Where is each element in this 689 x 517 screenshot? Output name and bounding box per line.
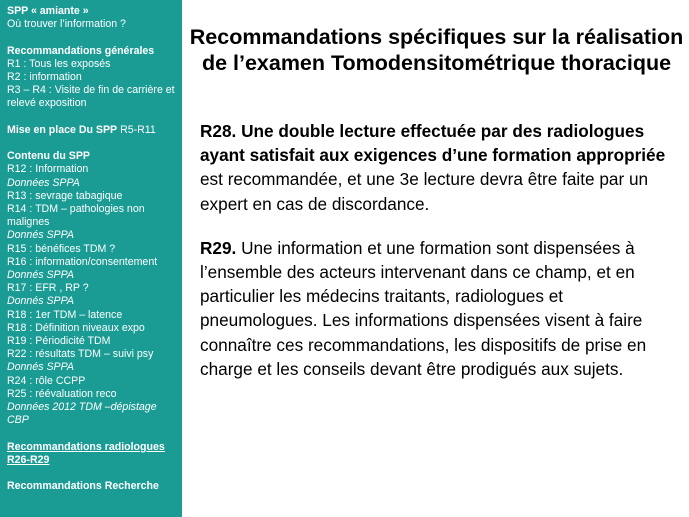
sidebar-spacer (7, 427, 178, 440)
sidebar-spacer (7, 111, 178, 124)
sidebar-item[interactable]: R15 : bénéfices TDM ? (7, 242, 116, 255)
sidebar-item[interactable]: Donnés SPPA (7, 295, 74, 308)
sidebar-item[interactable]: Données SPPA (7, 176, 80, 189)
sidebar-spacer (7, 467, 178, 480)
sidebar-item[interactable]: Donnés SPPA (7, 269, 74, 282)
sidebar-heading: SPP « amiante » (7, 5, 89, 17)
sidebar-item[interactable]: Donnés SPPA (7, 229, 74, 242)
sidebar-heading: Contenu du SPP (7, 150, 90, 163)
sidebar-spacer (7, 137, 178, 150)
sidebar-item[interactable]: R14 : TDM – pathologies non malignes (7, 203, 145, 229)
r29-text: Une information et une formation sont dispensées à l’ensemble des acteurs intervenant dans ce champ, et en particulier les médecins traitants, radiologues et pneumologues. Les informations dispensées visent à faire connaître ces recommandations, les dispositifs de prise en charge et les conseils devant être prodigués aux sujets. (200, 237, 647, 379)
sidebar-item[interactable]: Où trouver l’information ? (7, 18, 126, 31)
slide-title: Recommandations spécifiques sur la réalisation de l’examen Tomodensitométrique thoracique (189, 25, 684, 75)
sidebar-item[interactable]: R18 : 1er TDM – latence (7, 308, 123, 321)
sidebar-heading: Recommandations Recherche (7, 480, 159, 493)
sidebar-item[interactable]: R13 : sevrage tabagique (7, 189, 123, 202)
sidebar-item[interactable]: R22 : résultats TDM – suivi psy (7, 348, 154, 361)
sidebar-heading-suffix: R5-R11 (120, 123, 156, 136)
sidebar-nav (0, 0, 182, 517)
sidebar-item[interactable]: R1 : Tous les exposés (7, 57, 111, 70)
sidebar-heading (7, 124, 178, 137)
sidebar-spacer (7, 31, 178, 44)
sidebar-item[interactable]: R24 : rôle CCPP (7, 374, 86, 387)
sidebar-item[interactable]: R19 : Périodicité TDM (7, 335, 111, 348)
slide-content (200, 119, 678, 381)
sidebar-item[interactable]: R2 : information (7, 71, 82, 83)
sidebar-link-active[interactable]: Recommandations radiologues R26-R29 (7, 440, 165, 466)
sidebar-item[interactable]: R17 : EFR , RP ? (7, 282, 89, 295)
recommendation-r29 (200, 236, 678, 381)
sidebar-item[interactable]: Donnés SPPA (7, 361, 74, 374)
sidebar-item[interactable]: R12 : Information (7, 163, 89, 176)
r28-text: est recommandée, et une 3e lecture devra être faite par un expert en cas de discordance. (200, 169, 649, 214)
sidebar-heading-label: Mise en place Du SPP (7, 123, 118, 136)
sidebar-item[interactable]: R3 – R4 : Visite de fin de carrière et relevé exposition (7, 84, 175, 110)
sidebar-item[interactable]: R18 : Définition niveaux expo (7, 321, 145, 334)
sidebar-item[interactable]: Données 2012 TDM –dépistage CBP (7, 401, 157, 427)
r28-bold-text: R28. Une double lecture effectuée par des radiologues ayant satisfait aux exigences d’une formation appropriée (200, 121, 666, 166)
sidebar-heading: Recommandations générales (7, 44, 155, 57)
r29-label: R29. (200, 237, 237, 258)
recommendation-r28 (200, 119, 678, 216)
sidebar-item[interactable]: R16 : information/consentement (7, 255, 158, 268)
sidebar-item[interactable]: R25 : réévaluation reco (7, 387, 117, 400)
